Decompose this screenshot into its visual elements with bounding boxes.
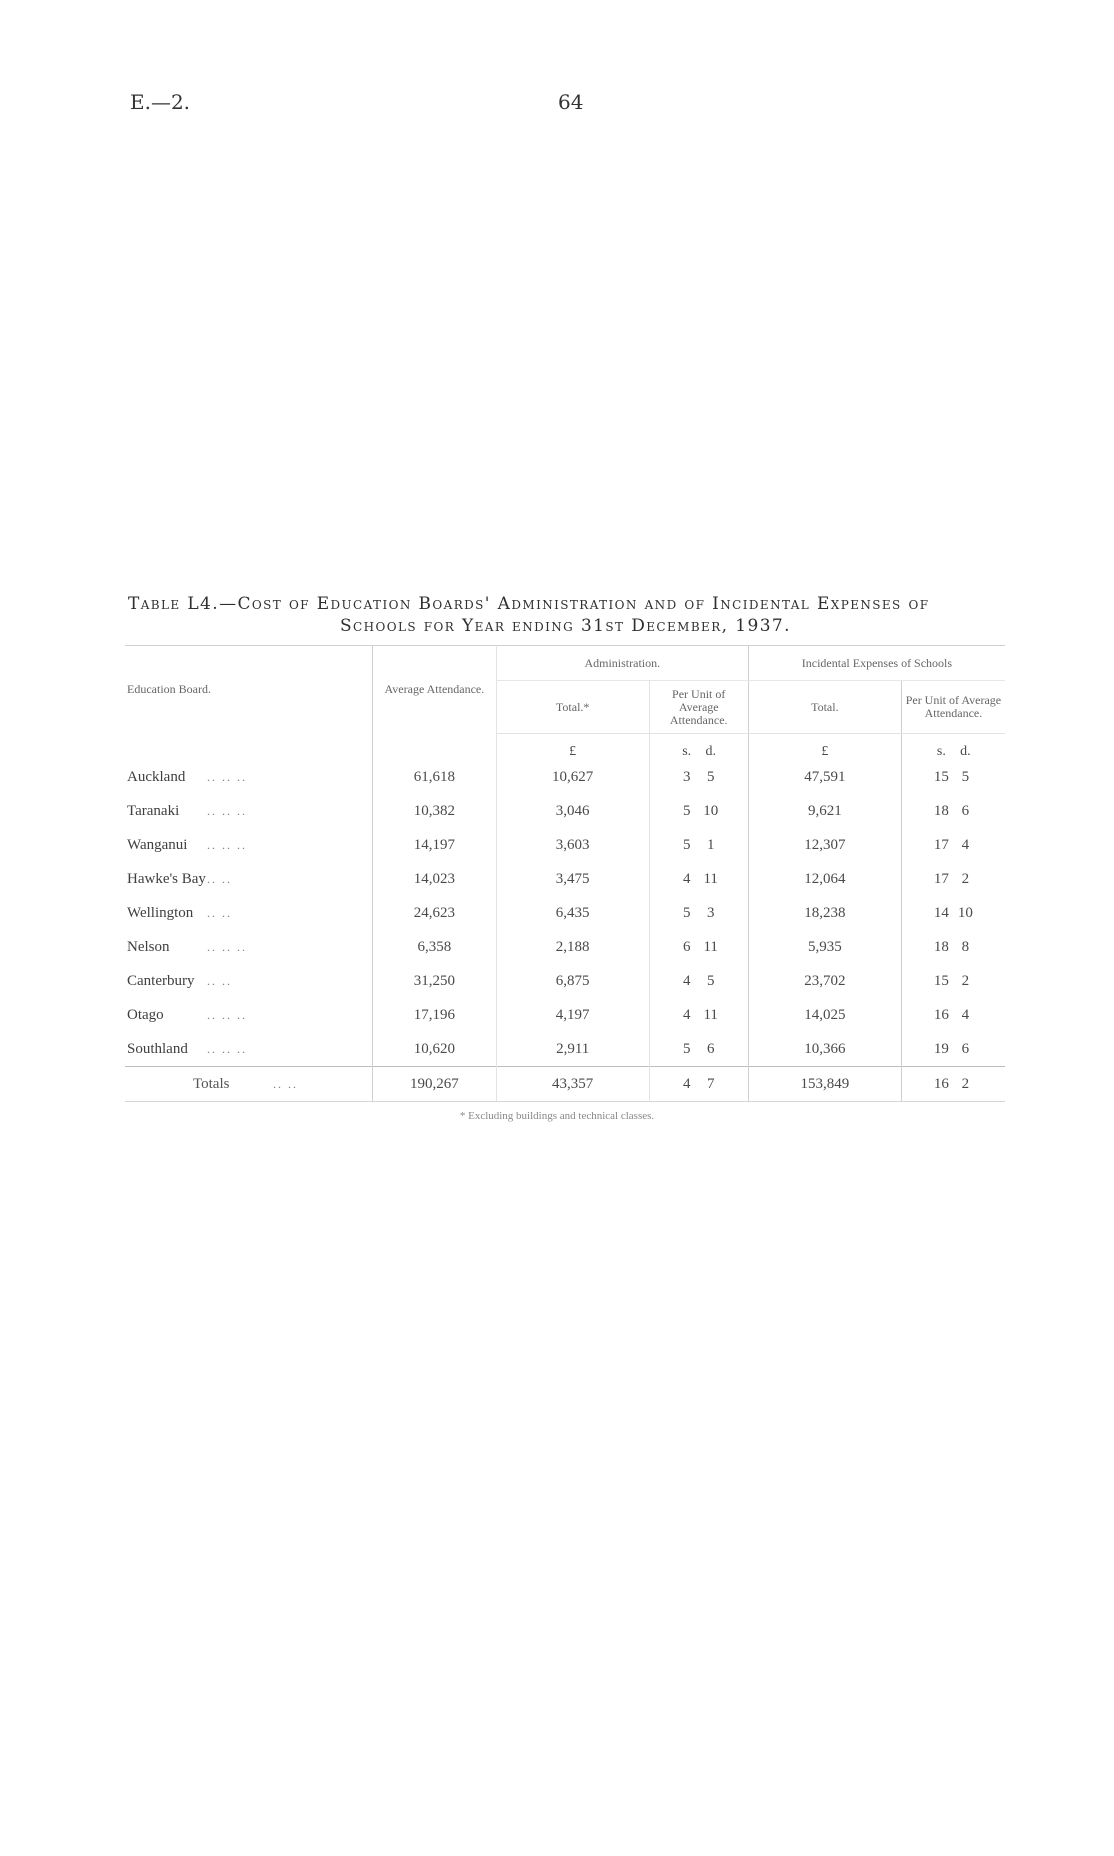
totals-admin-total: 43,357 (496, 1067, 649, 1102)
header-admin-per-unit: Per Unit of Average Attendance. (649, 681, 748, 734)
shillings: 6 (682, 938, 691, 955)
totals-row (125, 1067, 1005, 1102)
incidental-per-unit-cell (901, 794, 1005, 828)
admin-total-cell: 3,046 (496, 794, 649, 828)
pence: 4 (961, 1006, 970, 1023)
average-attendance-cell: 10,382 (373, 794, 497, 828)
admin-per-unit-cell (649, 828, 748, 862)
admin-per-unit-cell (649, 930, 748, 964)
row-leaders: .. .. .. (207, 769, 247, 784)
pence: 2 (961, 870, 970, 887)
table-row (125, 862, 1005, 896)
shillings: 3 (682, 768, 691, 785)
admin-per-unit-cell (649, 862, 748, 896)
row-leaders: .. .. .. (207, 939, 247, 954)
row-leaders: .. .. (207, 973, 232, 988)
cost-table (125, 645, 1005, 1102)
header-board: Education Board. (127, 682, 211, 697)
average-attendance-cell: 10,620 (373, 1032, 497, 1067)
header-admin-total: Total.* (496, 681, 649, 734)
incidental-total-cell: 14,025 (748, 998, 901, 1032)
shillings: 15 (933, 768, 949, 785)
table-footnote: * Excluding buildings and technical classes. (459, 1110, 655, 1122)
pence: 5 (706, 768, 715, 785)
row-leaders: .. .. .. (207, 837, 247, 852)
table-title-line-2: Schools for Year ending 31st December, 1937. (340, 616, 791, 636)
board-name: Canterbury (127, 972, 195, 989)
totals-label: Totals (193, 1075, 230, 1092)
header-incidental-per-unit: Per Unit of Average Attendance. (901, 681, 1005, 734)
table-row (125, 964, 1005, 998)
shillings: 17 (933, 836, 949, 853)
header-incidental-expenses: Incidental Expenses of Schools (748, 646, 1005, 681)
average-attendance-cell: 6,358 (373, 930, 497, 964)
incidental-per-unit-cell (901, 896, 1005, 930)
table-row (125, 896, 1005, 930)
admin-per-unit-cell (649, 794, 748, 828)
board-name: Wanganui (127, 836, 188, 853)
admin-total-cell: 10,627 (496, 760, 649, 794)
incidental-per-unit-cell (901, 828, 1005, 862)
pence: 2 (961, 972, 970, 989)
admin-total-cell: 3,475 (496, 862, 649, 896)
admin-per-unit-cell (649, 998, 748, 1032)
average-attendance-cell: 31,250 (373, 964, 497, 998)
incidental-total-cell: 9,621 (748, 794, 901, 828)
pence: 1 (706, 836, 715, 853)
row-leaders: .. .. (207, 905, 232, 920)
incidental-per-unit-cell (901, 964, 1005, 998)
table-row (125, 1032, 1005, 1067)
incidental-total-cell: 23,702 (748, 964, 901, 998)
totals-incidental-per-unit: 16 2 (901, 1067, 1005, 1102)
board-name: Otago (127, 1006, 164, 1023)
unit-admin-total: £ (496, 734, 649, 761)
unit-admin-per-unit: s. d. (649, 734, 748, 761)
page-reference: E.—2. (130, 90, 191, 114)
table-row (125, 828, 1005, 862)
shillings: 5 (682, 802, 691, 819)
board-name: Taranaki (127, 802, 180, 819)
header-administration: Administration. (496, 646, 748, 681)
admin-per-unit-cell (649, 964, 748, 998)
board-name: Wellington (127, 904, 194, 921)
shillings: 18 (933, 802, 949, 819)
board-name: Southland (127, 1040, 188, 1057)
admin-per-unit-cell (649, 760, 748, 794)
pence: 10 (957, 904, 973, 921)
table-title (128, 593, 1008, 637)
board-name: Auckland (127, 768, 186, 785)
shillings: 15 (933, 972, 949, 989)
shillings: 19 (933, 1040, 949, 1057)
totals-leaders: .. .. (273, 1076, 298, 1091)
incidental-per-unit-cell (901, 760, 1005, 794)
shillings: 4 (682, 870, 691, 887)
admin-total-cell: 6,435 (496, 896, 649, 930)
admin-per-unit-cell (649, 896, 748, 930)
average-attendance-cell: 17,196 (373, 998, 497, 1032)
page-number: 64 (558, 90, 584, 114)
incidental-per-unit-cell (901, 862, 1005, 896)
shillings: 4 (682, 1006, 691, 1023)
average-attendance-cell: 14,197 (373, 828, 497, 862)
pence: 8 (961, 938, 970, 955)
table-title-line-1: Table L4.—Cost of Education Boards' Administration and of Incidental Expenses of (128, 594, 930, 614)
incidental-total-cell: 10,366 (748, 1032, 901, 1067)
shillings: 16 (933, 1006, 949, 1023)
admin-total-cell: 3,603 (496, 828, 649, 862)
pence: 11 (703, 938, 718, 955)
pence: 11 (703, 1006, 718, 1023)
shillings: 5 (682, 1040, 691, 1057)
pence: 5 (706, 972, 715, 989)
shillings: 14 (933, 904, 949, 921)
totals-admin-per-unit: 4 7 (649, 1067, 748, 1102)
average-attendance-cell: 24,623 (373, 896, 497, 930)
totals-avg-attendance: 190,267 (373, 1067, 497, 1102)
shillings: 18 (933, 938, 949, 955)
average-attendance-cell: 14,023 (373, 862, 497, 896)
incidental-per-unit-cell (901, 930, 1005, 964)
shillings: 17 (933, 870, 949, 887)
admin-total-cell: 2,911 (496, 1032, 649, 1067)
units-row (125, 734, 1005, 761)
pence: 11 (703, 870, 718, 887)
incidental-per-unit-cell (901, 998, 1005, 1032)
shillings: 5 (682, 904, 691, 921)
row-leaders: .. .. .. (207, 803, 247, 818)
pence: 6 (706, 1040, 715, 1057)
board-name: Hawke's Bay (127, 870, 206, 887)
pence: 10 (703, 802, 719, 819)
admin-total-cell: 4,197 (496, 998, 649, 1032)
incidental-total-cell: 47,591 (748, 760, 901, 794)
pence: 4 (961, 836, 970, 853)
incidental-total-cell: 18,238 (748, 896, 901, 930)
incidental-total-cell: 12,064 (748, 862, 901, 896)
incidental-per-unit-cell (901, 1032, 1005, 1067)
table-row (125, 794, 1005, 828)
header-average-attendance: Average Attendance. (373, 646, 497, 734)
board-name: Nelson (127, 938, 170, 955)
row-leaders: .. .. (207, 871, 232, 886)
totals-incidental-total: 153,849 (748, 1067, 901, 1102)
pence: 3 (706, 904, 715, 921)
pence: 6 (961, 802, 970, 819)
row-leaders: .. .. .. (207, 1041, 247, 1056)
incidental-total-cell: 5,935 (748, 930, 901, 964)
table-row (125, 998, 1005, 1032)
table-row (125, 930, 1005, 964)
pence: 5 (961, 768, 970, 785)
admin-total-cell: 6,875 (496, 964, 649, 998)
average-attendance-cell: 61,618 (373, 760, 497, 794)
row-leaders: .. .. .. (207, 1007, 247, 1022)
unit-incidental-total: £ (748, 734, 901, 761)
header-incidental-total: Total. (748, 681, 901, 734)
shillings: 5 (682, 836, 691, 853)
admin-total-cell: 2,188 (496, 930, 649, 964)
pence: 6 (961, 1040, 970, 1057)
unit-incidental-per-unit: s. d. (901, 734, 1005, 761)
table-row (125, 760, 1005, 794)
admin-per-unit-cell (649, 1032, 748, 1067)
incidental-total-cell: 12,307 (748, 828, 901, 862)
shillings: 4 (682, 972, 691, 989)
